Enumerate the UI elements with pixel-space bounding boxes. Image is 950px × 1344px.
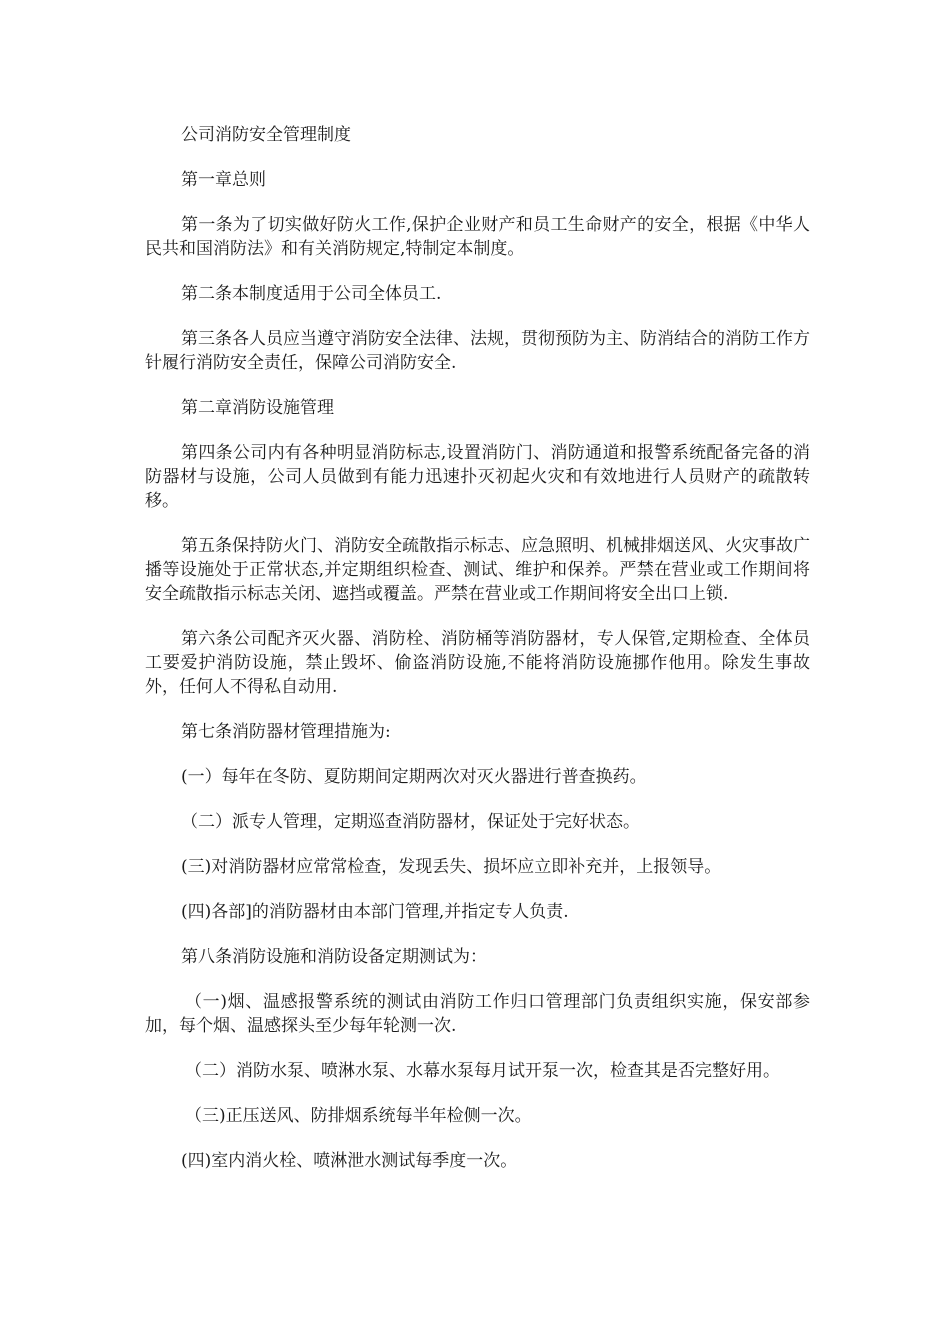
list-item: (一）每年在冬防、夏防期间定期两次对灭火器进行普查换药。 xyxy=(181,767,647,787)
list-item: （三)正压送风、防排烟系统每半年检侧一次。 xyxy=(185,1106,532,1126)
article-paragraph: 第二条本制度适用于公司全体员工. xyxy=(181,284,442,304)
list-item: (四)室内消火栓、喷淋泄水测试每季度一次。 xyxy=(181,1151,518,1171)
article-paragraph: 第一条为了切实做好防火工作,保护企业财产和员工生命财产的安全，根据《中华人民共和国消防法》和有关消防规定,特制定本制度。 xyxy=(145,215,810,259)
article-paragraph: 第六条公司配齐灭火器、消防栓、消防桶等消防器材，专人保管,定期检查、全体员工要爱护消防设施，禁止毁坏、偷盗消防设施,不能将消防设施挪作他用。除发生事故外，任何人不得私自动用. xyxy=(145,629,810,697)
article-paragraph: 第七条消防器材管理措施为: xyxy=(181,722,391,742)
article-paragraph: 第五条保持防火门、消防安全疏散指示标志、应急照明、机械排烟送风、火灾事故广播等设施处于正常状态,并定期组织检查、测试、维护和保养。严禁在营业或工作期间将安全疏散指示标志关闭、遮挡或覆盖。严禁在营业或工作期间将安全出口上锁. xyxy=(145,536,810,604)
list-item: （一)烟、温感报警系统的测试由消防工作归口管理部门负责组织实施，保安部参加，每个烟、温感探头至少每年轮测一次. xyxy=(145,992,810,1036)
list-item: （二）派专人管理，定期巡查消防器材，保证处于完好状态。 xyxy=(181,812,640,832)
list-item: (三)对消防器材应常常检查，发现丢失、损坏应立即补充并，上报领导。 xyxy=(181,857,722,877)
list-item: (四)各部]的消防器材由本部门管理,并指定专人负责. xyxy=(181,902,569,922)
document-title: 公司消防安全管理制度 xyxy=(181,125,351,145)
list-item: （二）消防水泵、喷淋水泵、水幕水泵每月试开泵一次，检查其是否完整好用。 xyxy=(185,1061,780,1081)
article-paragraph: 第四条公司内有各种明显消防标志,设置消防门、消防通道和报警系统配备完备的消防器材与设施，公司人员做到有能力迅速扑灭初起火灾和有效地进行人员财产的疏散转移。 xyxy=(145,443,810,511)
article-paragraph: 第三条各人员应当遵守消防安全法律、法规，贯彻预防为主、防消结合的消防工作方针履行消防安全责任，保障公司消防安全. xyxy=(145,329,810,373)
document-body xyxy=(145,123,810,1194)
chapter-heading: 第一章总则 xyxy=(181,170,266,190)
article-paragraph: 第八条消防设施和消防设备定期测试为： xyxy=(181,947,487,967)
chapter-heading: 第二章消防设施管理 xyxy=(181,398,334,418)
